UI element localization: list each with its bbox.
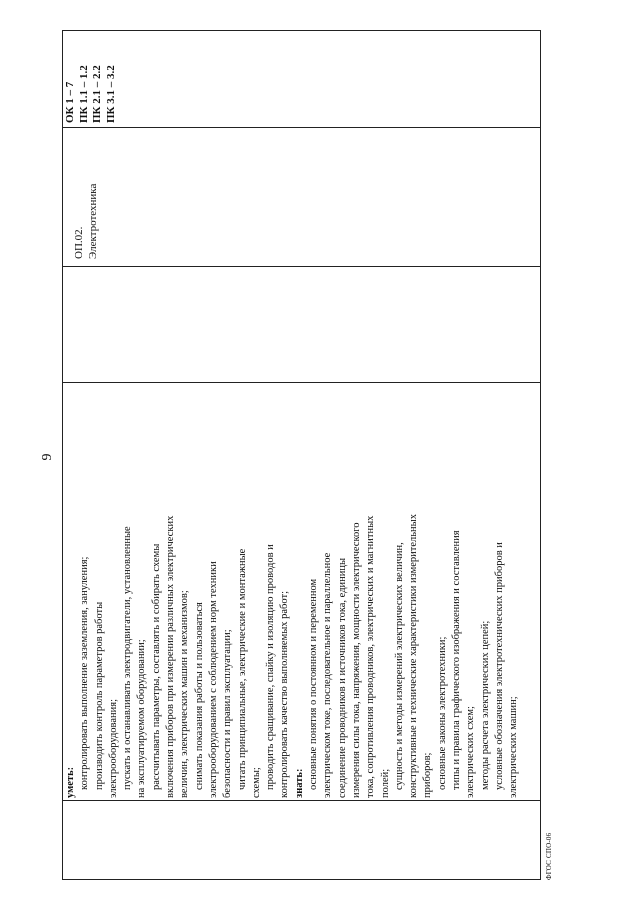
skill-line: конструктивные и технические характеристики измерительных: [408, 514, 420, 798]
skill-line: электрооборудованием с соблюдением норм техники: [207, 561, 219, 798]
skill-line: электрическом токе, последовательное и параллельное: [322, 552, 334, 798]
skill-line: методы расчета электрических цепей;: [479, 620, 491, 790]
skill-line: снимать показания работы и пользоваться: [193, 602, 205, 790]
skill-line: основные понятия о постоянном и переменном: [308, 578, 320, 790]
skill-line: рассчитывать параметры, составлять и собирать схемы: [150, 543, 162, 790]
skill-line: полей;: [379, 768, 391, 798]
skill-line: соединение проводников и источников тока, единицы: [336, 557, 348, 798]
skills-cell: [64, 386, 522, 798]
column-divider: [62, 382, 540, 383]
skill-line: читать принципиальные, электрические и монтажные: [236, 548, 248, 790]
skill-line: контролировать качество выполняемых работ;: [279, 590, 291, 798]
discipline-name: Электротехника: [87, 183, 99, 259]
section-heading: знать:: [293, 768, 305, 798]
competences-cell: [64, 33, 118, 123]
page-footer: ФГОС СПО-06: [545, 832, 553, 880]
skill-line: схемы;: [250, 767, 262, 798]
skill-line: величин, электрических машин и механизмов;: [179, 590, 191, 798]
table-border-right: [62, 30, 540, 31]
skill-line: включения приборов при измерении различных электрических: [165, 515, 177, 798]
skill-line: основные законы электротехники;: [436, 636, 448, 790]
competence-code: ПК 3.1 – 3.2: [104, 65, 117, 123]
column-divider: [62, 127, 540, 128]
table-bottom-border: [540, 30, 541, 880]
competence-code: ПК 1.1 – 1.2: [77, 65, 90, 123]
column-divider: [62, 800, 540, 801]
skill-line: электрических машин;: [508, 696, 520, 798]
skill-line: электрооборудования;: [107, 699, 119, 798]
skill-line: измерения силы тока, напряжения, мощности электрического: [350, 522, 362, 798]
skill-line: типы и правила графического изображения и составления: [451, 530, 463, 790]
skill-line: контролировать выполнение заземления, зануления;: [79, 556, 91, 790]
discipline-cell: [72, 139, 100, 259]
skill-line: проводить сращивание, спайку и изоляцию проводов и: [265, 544, 277, 790]
competence-code: ОК 1 – 7: [64, 81, 76, 123]
skill-line: безопасности и правил эксплуатации;: [222, 629, 234, 798]
column-divider: [62, 266, 540, 267]
skill-line: на эксплуатируемом оборудовании;: [136, 639, 148, 798]
page-number: 9: [40, 453, 55, 461]
skill-line: производить контроль параметров работы: [93, 601, 105, 790]
rotated-page: [40, 30, 560, 880]
discipline-code: ОП.02.: [73, 226, 85, 259]
table-border-left: [62, 879, 540, 880]
skill-line: тока, сопротивления проводников, электрических и магнитных: [365, 515, 377, 798]
table-top-border: [62, 30, 63, 880]
section-heading: уметь:: [65, 766, 76, 798]
skill-line: сущность и методы измерений электрических величин,: [393, 542, 405, 790]
skill-line: пускать и останавливать электродвигатели, установленные: [122, 526, 134, 790]
competence-code: ПК 2.1 – 2.2: [91, 65, 103, 123]
skill-line: приборов;: [422, 752, 434, 798]
skill-line: электрических схем;: [465, 706, 477, 798]
skill-line: условные обозначения электротехнических приборов и: [493, 542, 505, 790]
